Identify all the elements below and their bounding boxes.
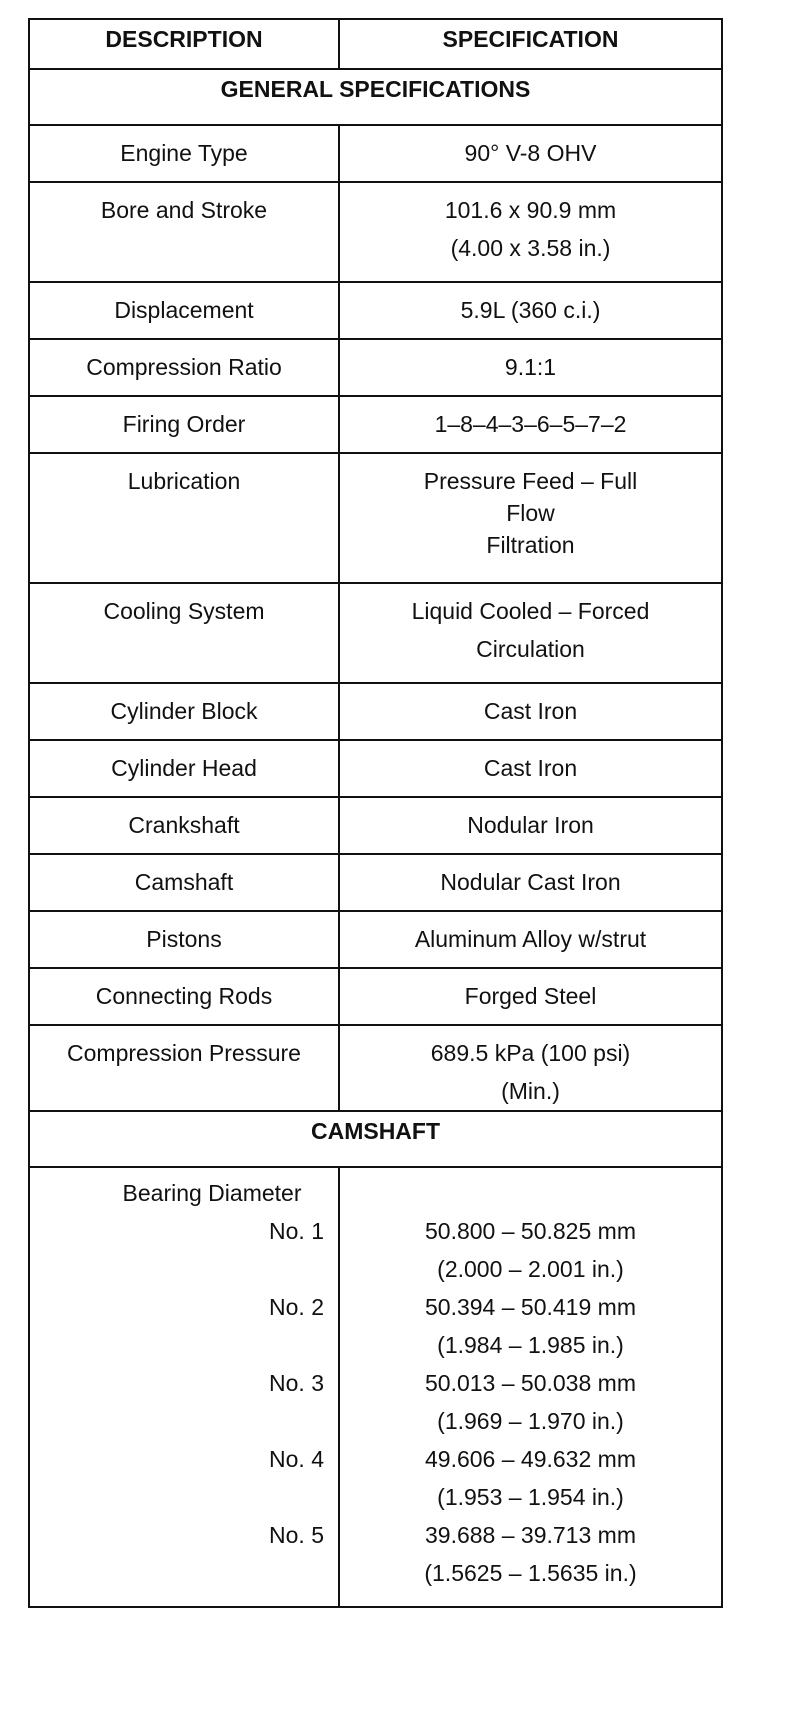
- spec-row: [29, 683, 722, 740]
- bearing-values-spacer: [340, 1174, 721, 1212]
- spec-row: [29, 1025, 722, 1111]
- spec-description: Connecting Rods: [29, 968, 339, 1025]
- spec-value-line: Cast Iron: [483, 755, 578, 781]
- spec-row: [29, 453, 722, 583]
- bearing-diameter-in: (1.5625 – 1.5635 in.): [424, 1560, 637, 1586]
- spec-description: Pistons: [29, 911, 339, 968]
- spec-description: Crankshaft: [29, 797, 339, 854]
- bearing-diameter-mm: 50.800 – 50.825 mm: [425, 1218, 636, 1244]
- section-row-general: [29, 69, 722, 125]
- section-title-general: GENERAL SPECIFICATIONS: [29, 69, 722, 125]
- bearing-diameter-in: (2.000 – 2.001 in.): [437, 1256, 624, 1282]
- bearing-diameter-values: [339, 1167, 722, 1607]
- spec-value-line: 101.6 x 90.9 mm: [444, 197, 617, 223]
- spec-row: [29, 182, 722, 282]
- spec-row: [29, 282, 722, 339]
- spec-value: [339, 396, 722, 453]
- spec-value: [339, 683, 722, 740]
- bearing-diameter-mm: 39.688 – 39.713 mm: [425, 1522, 636, 1548]
- spec-description: Displacement: [29, 282, 339, 339]
- spec-row: [29, 797, 722, 854]
- spec-value: [339, 968, 722, 1025]
- spec-row: [29, 968, 722, 1025]
- spec-row: [29, 740, 722, 797]
- spec-row: [29, 125, 722, 182]
- specification-table: [28, 18, 723, 1608]
- spec-value: [339, 854, 722, 911]
- spec-value-line: Liquid Cooled – Forced: [411, 598, 650, 624]
- spec-description: Engine Type: [29, 125, 339, 182]
- spec-value-line: Cast Iron: [483, 698, 578, 724]
- section-title-camshaft: CAMSHAFT: [29, 1111, 722, 1167]
- section-row-camshaft: [29, 1111, 722, 1167]
- spec-value: [339, 797, 722, 854]
- bearing-diameter-mm: 50.013 – 50.038 mm: [425, 1370, 636, 1396]
- spec-row: [29, 396, 722, 453]
- specification-column-header: SPECIFICATION: [339, 19, 722, 69]
- bearing-diameter-in: (1.984 – 1.985 in.): [437, 1332, 624, 1358]
- spec-value: [339, 339, 722, 396]
- spec-value: [339, 182, 722, 282]
- bearing-diameter-in: (1.953 – 1.954 in.): [437, 1484, 624, 1510]
- spec-row: [29, 911, 722, 968]
- bearing-diameter-in: (1.969 – 1.970 in.): [437, 1408, 624, 1434]
- spec-value-line: Forged Steel: [464, 983, 597, 1009]
- bearing-diameter-label: Bearing Diameter: [122, 1180, 302, 1206]
- spec-row: [29, 583, 722, 683]
- bearing-number: No. 3: [269, 1370, 324, 1396]
- spec-value-line: 9.1:1: [504, 354, 557, 380]
- bearing-diameter-cell: [29, 1167, 339, 1607]
- spec-value-line: Circulation: [476, 636, 585, 662]
- bearing-diameter-row: [29, 1167, 722, 1607]
- spec-row: [29, 854, 722, 911]
- bearing-number: No. 4: [269, 1446, 324, 1472]
- bearing-diameter-mm: 49.606 – 49.632 mm: [425, 1446, 636, 1472]
- spec-description: Cylinder Block: [29, 683, 339, 740]
- spec-value-line: Filtration: [486, 532, 575, 558]
- spec-value-line: 689.5 kPa (100 psi): [430, 1040, 631, 1066]
- table-header-row: [29, 19, 722, 69]
- bearing-number: No. 5: [269, 1522, 324, 1548]
- bearing-number: No. 1: [269, 1218, 324, 1244]
- spec-description: Bore and Stroke: [29, 182, 339, 282]
- spec-value-line: Nodular Cast Iron: [440, 869, 621, 895]
- spec-description: Camshaft: [29, 854, 339, 911]
- spec-value-line: 5.9L (360 c.i.): [460, 297, 601, 323]
- description-column-header: DESCRIPTION: [29, 19, 339, 69]
- spec-value-line: Flow: [506, 500, 555, 526]
- spec-description: Compression Pressure: [29, 1025, 339, 1111]
- general-rows: [29, 125, 722, 1111]
- spec-description: Cylinder Head: [29, 740, 339, 797]
- spec-value-line: (Min.): [501, 1078, 560, 1104]
- spec-value: [339, 583, 722, 683]
- spec-value-line: 1–8–4–3–6–5–7–2: [434, 411, 627, 437]
- spec-value-line: Aluminum Alloy w/strut: [414, 926, 647, 952]
- spec-value: [339, 453, 722, 583]
- spec-value: [339, 125, 722, 182]
- spec-description: Cooling System: [29, 583, 339, 683]
- spec-value: [339, 740, 722, 797]
- spec-value-line: (4.00 x 3.58 in.): [450, 235, 611, 261]
- spec-row: [29, 339, 722, 396]
- spec-value-line: Pressure Feed – Full: [423, 468, 638, 494]
- spec-description: Compression Ratio: [29, 339, 339, 396]
- spec-description: Lubrication: [29, 453, 339, 583]
- bearing-number: No. 2: [269, 1294, 324, 1320]
- bearing-diameter-mm: 50.394 – 50.419 mm: [425, 1294, 636, 1320]
- spec-description: Firing Order: [29, 396, 339, 453]
- spec-value-line: 90° V-8 OHV: [464, 140, 597, 166]
- spec-value: [339, 282, 722, 339]
- spec-value: [339, 1025, 722, 1111]
- spec-value: [339, 911, 722, 968]
- spec-value-line: Nodular Iron: [467, 812, 594, 838]
